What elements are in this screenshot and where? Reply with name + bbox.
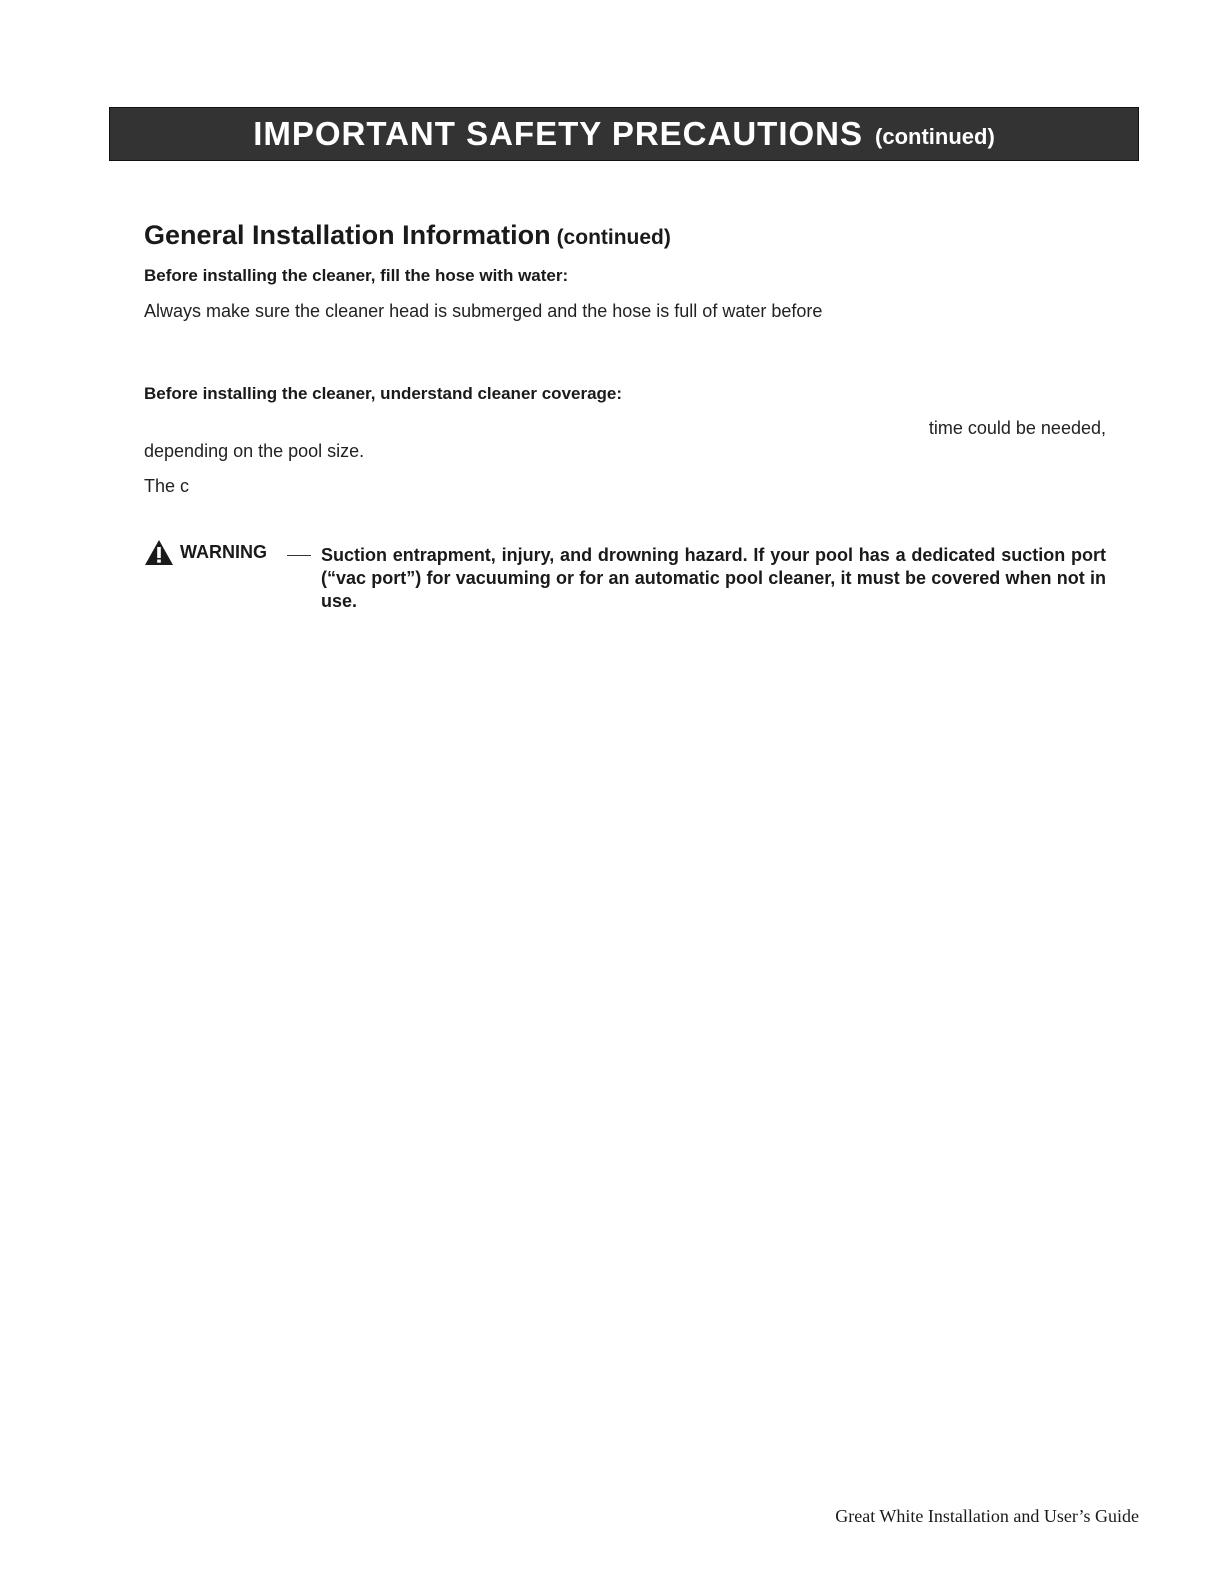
warning-block	[144, 539, 1106, 619]
paragraph-fragment: The c	[144, 476, 190, 496]
warning-label	[144, 539, 267, 566]
paragraph-coverage-line-2: depending on the pool size.	[144, 441, 365, 461]
warning-triangle-icon	[144, 539, 174, 566]
banner-title: IMPORTANT SAFETY PRECAUTIONS	[253, 115, 864, 152]
warning-dash	[287, 555, 311, 556]
page-footer: Great White Installation and User’s Guide	[835, 1506, 1139, 1526]
warning-text: Suction entrapment, injury, and drowning hazard. If your pool has a dedicated suction port (“vac port”) for vacuuming or for an automatic pool cleaner, it must be covered when not in use.	[321, 545, 1106, 611]
warning-label-text: WARNING	[180, 542, 267, 562]
section-heading-suffix: (continued)	[556, 226, 671, 249]
section-heading	[144, 220, 671, 251]
section-heading-text: General Installation Information	[144, 220, 551, 250]
paragraph-fill-hose: Always make sure the cleaner head is submerged and the hose is full of water before	[144, 301, 823, 321]
banner-title-suffix: (continued)	[875, 124, 995, 149]
page-banner	[109, 107, 1139, 161]
subheading-coverage: Before installing the cleaner, understand cleaner coverage:	[144, 384, 623, 403]
paragraph-coverage-fragment: time could be needed,	[928, 418, 1106, 438]
subheading-fill-hose: Before installing the cleaner, fill the hose with water:	[144, 266, 569, 285]
